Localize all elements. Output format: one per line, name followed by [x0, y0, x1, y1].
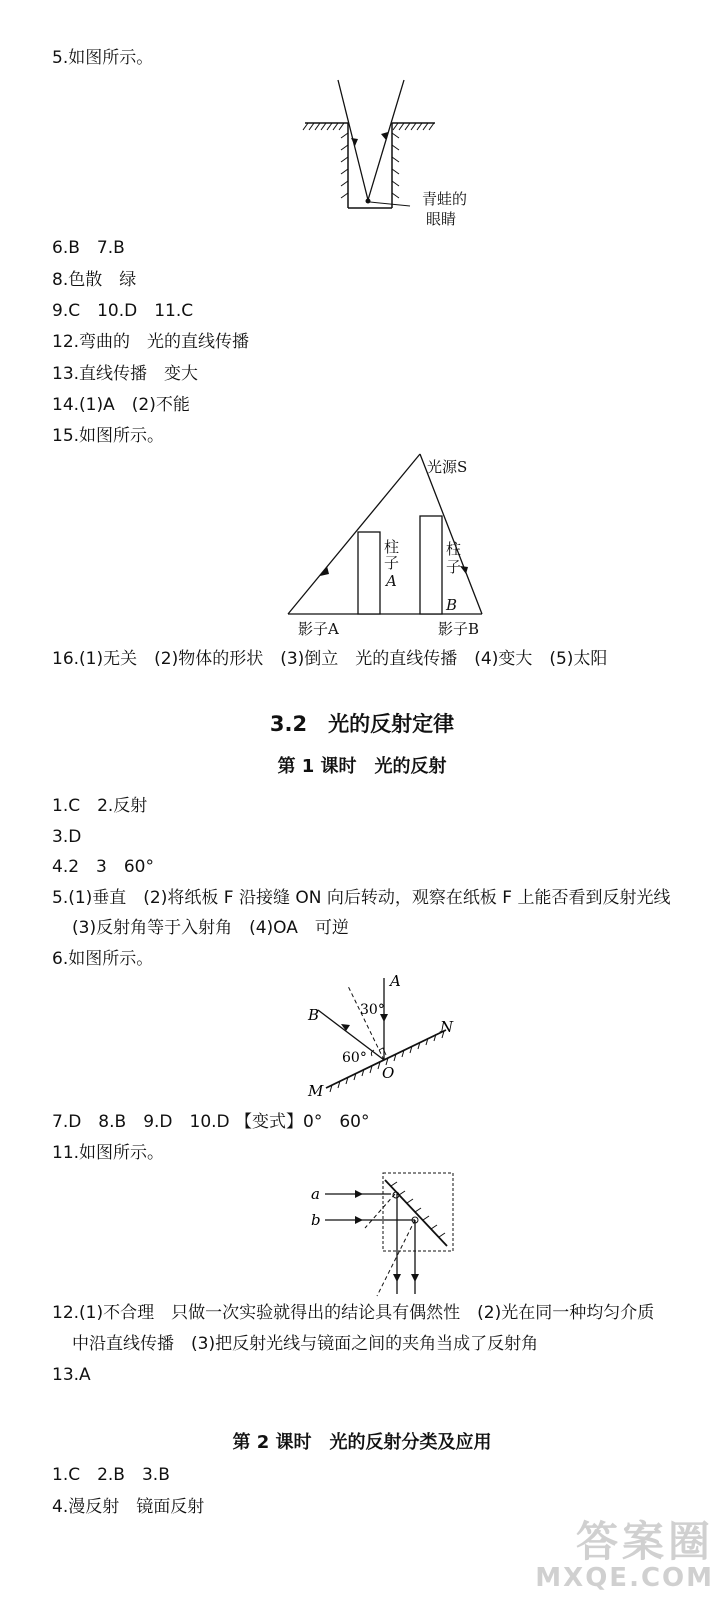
s2-answer-1-3: 1.C 2.B 3.B: [52, 1465, 170, 1485]
watermark-line-2: MXQE.COM: [535, 1563, 714, 1593]
answer-5: 5.如图所示。: [52, 48, 154, 68]
answer-9-11: 9.C 10.D 11.C: [52, 301, 194, 321]
point-b-label: B: [308, 1006, 320, 1024]
point-m-label: M: [308, 1082, 324, 1100]
s1-answer-5b: (3)反射角等于入射角 (4)OA 可逆: [72, 918, 349, 938]
answer-14: 14.(1)A (2)不能: [52, 395, 190, 415]
angle-30-label: 30°: [360, 1002, 385, 1018]
s1-answer-7-10: 7.D 8.B 9.D 10.D 【变式】0° 60°: [52, 1112, 370, 1132]
angle-60-label: 60°: [342, 1050, 367, 1066]
s1-answer-11: 11.如图所示。: [52, 1143, 165, 1163]
shadow-a-label: 影子A: [298, 620, 339, 638]
s1-answer-5a: 5.(1)垂直 (2)将纸板 F 沿接缝 ON 向后转动，观察在纸板 F 上能否看到反射光线: [52, 888, 671, 908]
frog-eye-label-2: 眼睛: [426, 210, 457, 228]
watermark: [535, 1517, 714, 1593]
pillar-b-label-1: 柱: [446, 540, 462, 558]
point-a-label: A: [390, 972, 401, 990]
section-heading: 3.2 光的反射定律: [269, 712, 455, 736]
answer-8: 8.色散 绿: [52, 270, 137, 290]
s1-answer-13: 13.A: [52, 1365, 91, 1385]
ray-b-label: b: [311, 1211, 321, 1229]
lesson-2-heading: 第 2 课时 光的反射分类及应用: [232, 1432, 492, 1453]
s1-answer-3: 3.D: [52, 827, 82, 847]
light-source-label: 光源S: [427, 458, 468, 476]
reflection-figure: [300, 972, 470, 1102]
watermark-line-1: 答案圈: [575, 1517, 714, 1566]
answer-12: 12.弯曲的 光的直线传播: [52, 332, 250, 352]
shadow-figure: [280, 450, 510, 645]
s1-answer-12a: 12.(1)不合理 只做一次实验就得出的结论具有偶然性 (2)光在同一种均匀介质: [52, 1303, 655, 1323]
pillar-a-label-1: 柱: [384, 538, 400, 556]
s2-answer-4: 4.漫反射 镜面反射: [52, 1497, 205, 1517]
point-o-label: O: [382, 1064, 395, 1082]
answer-6-7: 6.B 7.B: [52, 238, 125, 258]
lesson-1-heading: 第 1 课时 光的反射: [277, 756, 447, 777]
ray-a-label: a: [311, 1185, 320, 1203]
pillar-a-label-2: 子: [384, 554, 400, 572]
pillar-a-label-3: A: [386, 572, 397, 590]
frog-eye-label-1: 青蛙的: [422, 190, 468, 208]
pillar-b-label-3: B: [446, 596, 458, 614]
periscope-figure: [305, 1168, 465, 1298]
s1-answer-1-2: 1.C 2.反射: [52, 796, 148, 816]
answer-15: 15.如图所示。: [52, 426, 165, 446]
answer-16: 16.(1)无关 (2)物体的形状 (3)倒立 光的直线传播 (4)变大 (5)太阳: [52, 649, 608, 669]
point-n-label: N: [440, 1018, 454, 1036]
frog-well-figure: [300, 78, 500, 228]
s1-answer-6: 6.如图所示。: [52, 949, 154, 969]
s1-answer-12b: 中沿直线传播 (3)把反射光线与镜面之间的夹角当成了反射角: [72, 1334, 539, 1354]
shadow-b-label: 影子B: [438, 620, 480, 638]
answer-13: 13.直线传播 变大: [52, 364, 199, 384]
s1-answer-4: 4.2 3 60°: [52, 857, 154, 877]
pillar-b-label-2: 子: [446, 558, 462, 576]
